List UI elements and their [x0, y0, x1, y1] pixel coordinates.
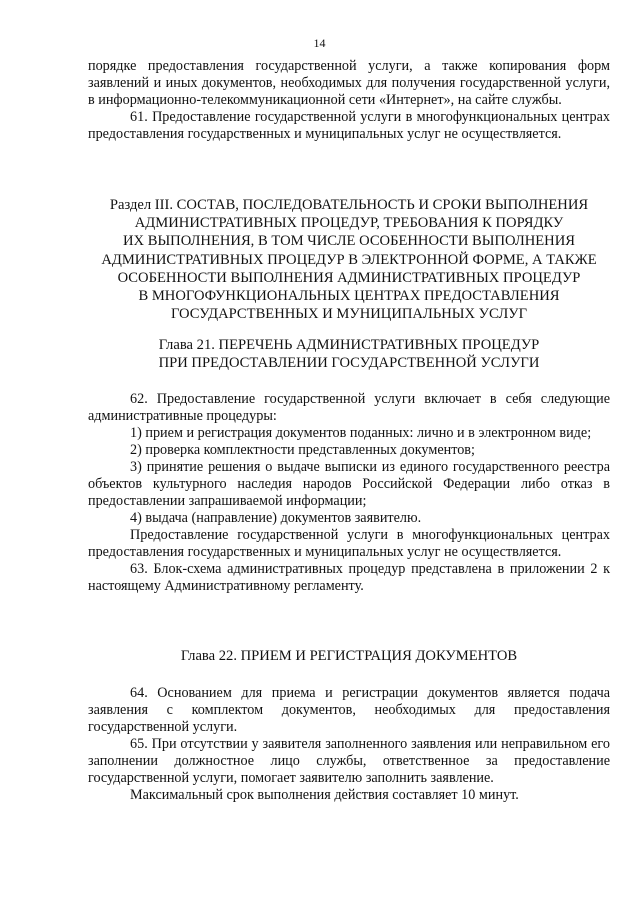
chapter-heading-line: Глава 21. ПЕРЕЧЕНЬ АДМИНИСТРАТИВНЫХ ПРОЦЕДУР [158, 337, 540, 353]
section-heading-line: ИХ ВЫПОЛНЕНИЯ, В ТОМ ЧИСЛЕ ОСОБЕННОСТИ ВЫПОЛНЕНИЯ [122, 233, 575, 250]
list-item-2: 2) проверка комплектности представленных документов; [130, 442, 475, 458]
section-heading-line: АДМИНИСТРАТИВНЫХ ПРОЦЕДУР, ТРЕБОВАНИЯ К ПОРЯДКУ [134, 215, 564, 232]
chapter-22-heading [88, 647, 610, 665]
chapter-heading-line: ПРИ ПРЕДОСТАВЛЕНИИ ГОСУДАРСТВЕННОЙ УСЛУГИ [158, 355, 540, 372]
chapter-21-body [88, 391, 610, 595]
paragraph-61: 61. Предоставление государственной услуги в многофункциональных центрах предоставления государственных и муниципальных услуг не осуществляется. [88, 109, 610, 142]
paragraph-62: 62. Предоставление государственной услуги включает в себя следующие административные процедуры: [88, 391, 610, 424]
section-heading-line: Раздел III. СОСТАВ, ПОСЛЕДОВАТЕЛЬНОСТЬ И СРОКИ ВЫПОЛНЕНИЯ [109, 197, 589, 213]
chapter-21-heading [88, 336, 610, 372]
section-heading-line: АДМИНИСТРАТИВНЫХ ПРОЦЕДУР В ЭЛЕКТРОННОЙ ФОРМЕ, А ТАКЖЕ [101, 251, 597, 268]
paragraph-65: 65. При отсутствии у заявителя заполненного заявления или неправильном его заполнении должностное лицо службы, ответственное за предоставление государственной услуги, помогает заявителю заполнить заявление. [88, 736, 610, 786]
paragraph-max-time: Максимальный срок выполнения действия составляет 10 минут. [130, 787, 519, 803]
paragraph-continuation: порядке предоставления государственной услуги, а также копирования форм заявлений и иных документов, необходимых для получения государственной услуги, в информационно-телекоммуникационной сети «Интернет», на сайте службы. [88, 58, 610, 108]
paragraph-mfc: Предоставление государственной услуги в многофункциональных центрах предоставления государственных и муниципальных услуг не осуществляется. [88, 527, 610, 560]
page-number: 14 [313, 36, 326, 50]
section-heading-line: В МНОГОФУНКЦИОНАЛЬНЫХ ЦЕНТРАХ ПРЕДОСТАВЛЕНИЯ [138, 288, 560, 305]
chapter-22-body [88, 685, 610, 804]
paragraph-64: 64. Основанием для приема и регистрации документов является подача заявления с комплектом документов, необходимых для предоставления государственной услуги. [88, 685, 610, 735]
list-item-4: 4) выдача (направление) документов заявителю. [130, 510, 422, 526]
intro-block [88, 58, 610, 143]
paragraph-63: 63. Блок-схема административных процедур представлена в приложении 2 к настоящему Административному регламенту. [88, 561, 610, 594]
chapter-heading-line: Глава 22. ПРИЕМ И РЕГИСТРАЦИЯ ДОКУМЕНТОВ [180, 648, 518, 664]
section-3-heading [88, 196, 610, 323]
section-heading-line: ОСОБЕННОСТИ ВЫПОЛНЕНИЯ АДМИНИСТРАТИВНЫХ ПРОЦЕДУР [117, 269, 581, 286]
list-item-3: 3) принятие решения о выдаче выписки из единого государственного реестра объектов культурного наследия народов Российской Федерации либо отказ в предоставлении запрашиваемой информации; [88, 459, 610, 509]
section-heading-line: ГОСУДАРСТВЕННЫХ И МУНИЦИПАЛЬНЫХ УСЛУГ [170, 306, 528, 323]
list-item-1: 1) прием и регистрация документов поданных: лично и в электронном виде; [130, 425, 592, 441]
